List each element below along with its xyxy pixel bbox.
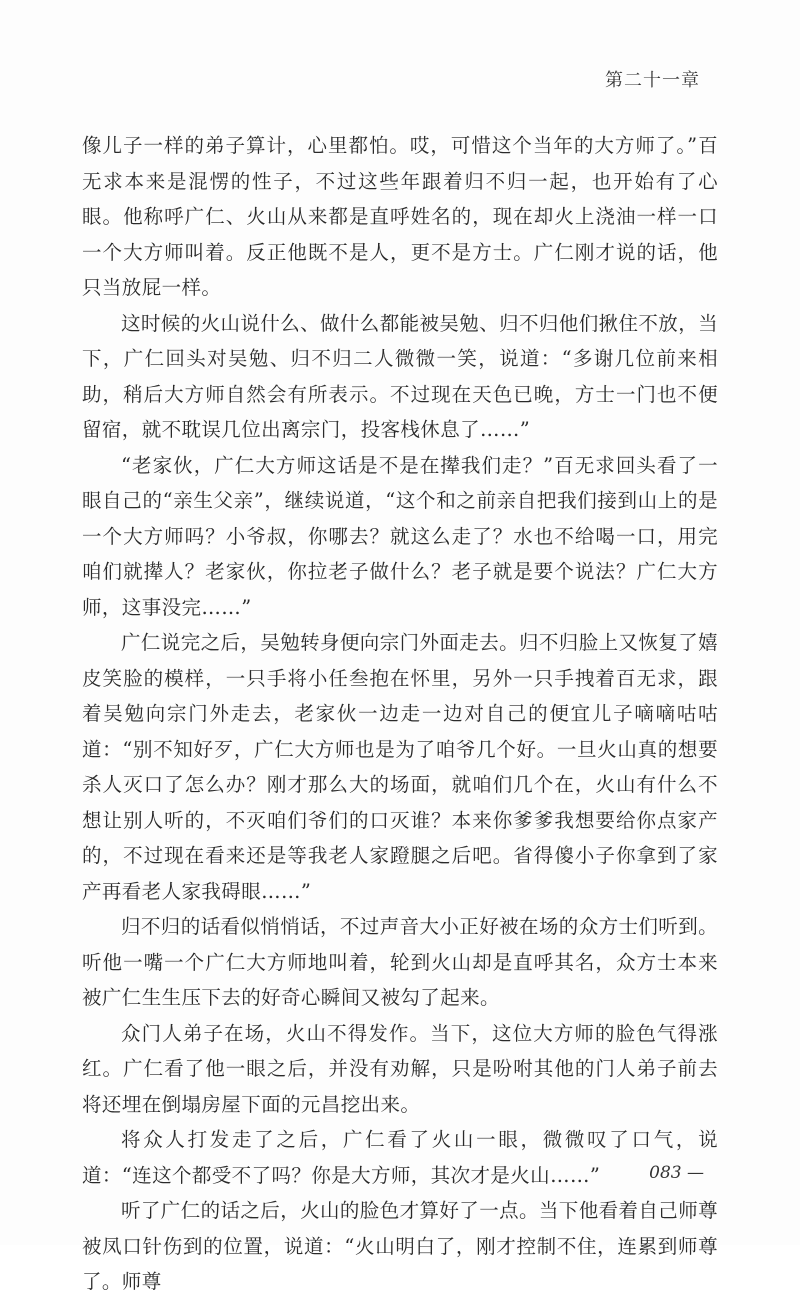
paragraph-1: 像儿子一样的弟子算计，心里都怕。哎，可惜这个当年的大方师了。”百无求本来是混愣的性子，不过这些年跟着归不归一起，也开始有了心眼。他称呼广仁、火山从来都是直呼姓名的，现在却火上浇油一样一口一个大方师叫着。反正他既不是人，更不是方士。广仁刚才说的话，他只当放屁一样。 xyxy=(82,134,718,299)
paragraph-4: 广仁说完之后，吴勉转身便向宗门外面走去。归不归脸上又恢复了嬉皮笑脸的模样，一只手将小任叁抱在怀里，另外一只手拽着百无求，跟着吴勉向宗门外走去，老家伙一边走一边对自己的便宜儿子嘀嘀咕咕道：“别不知好歹，广仁大方师也是为了咱爷几个好。一旦火山真的想要杀人灭口了怎么办？刚才那么大的场面，就咱们几个在，火山有什么不想让别人听的，不灭咱们爷们的口灭谁？本来你爹爹我想要给你点家产的，不过现在看来还是等我老人家蹬腿之后吧。省得傻小子你拿到了家产再看老人家我碍眼……” xyxy=(82,631,719,903)
paragraph-3: “老家伙，广仁大方师这话是不是在撵我们走？”百无求回头看了一眼自己的“亲生父亲”，继续说道，“这个和之前亲自把我们接到山上的是一个大方师吗？小爷叔，你哪去？就这么走了？水也不给喝一口，用完咱们就撵人？老家伙，你拉老子做什么？老子就是要个说法？广仁大方师，这事没完……” xyxy=(82,453,718,619)
page-number: 083 — xyxy=(649,1163,704,1183)
paragraph-7: 将众人打发走了之后，广仁看了火山一眼，微微叹了口气，说道：“连这个都受不了吗？你是大方师，其次才是火山……” xyxy=(82,1128,718,1187)
paragraph-8: 听了广仁的话之后，火山的脸色才算好了一点。当下他看着自己师尊被凤口针伤到的位置，说道：“火山明白了，刚才控制不住，连累到师尊了。师尊 xyxy=(82,1199,719,1293)
chapter-title: 第二十一章 xyxy=(605,70,700,91)
paragraph-6: 众门人弟子在场，火山不得发作。当下，这位大方师的脸色气得涨红。广仁看了他一眼之后，并没有劝解，只是吩咐其他的门人弟子前去将还埋在倒塌房屋下面的元昌挖出来。 xyxy=(82,1021,718,1116)
body-text xyxy=(82,128,718,1300)
paragraph-2: 这时候的火山说什么、做什么都能被吴勉、归不归他们揪住不放，当下，广仁回头对吴勉、归不归二人微微一笑，说道：“多谢几位前来相助，稍后大方师自然会有所表示。不过现在天色已晚，方士一门也不便留宿，就不耽误几位出离宗门，投客栈休息了……” xyxy=(82,311,719,441)
paragraph-5: 归不归的话看似悄悄话，不过声音大小正好被在场的众方士们听到。听他一嘴一个广仁大方师地叫着，轮到火山却是直呼其名，众方士本来被广仁生生压下去的好奇心瞬间又被勾了起来。 xyxy=(82,915,719,1009)
